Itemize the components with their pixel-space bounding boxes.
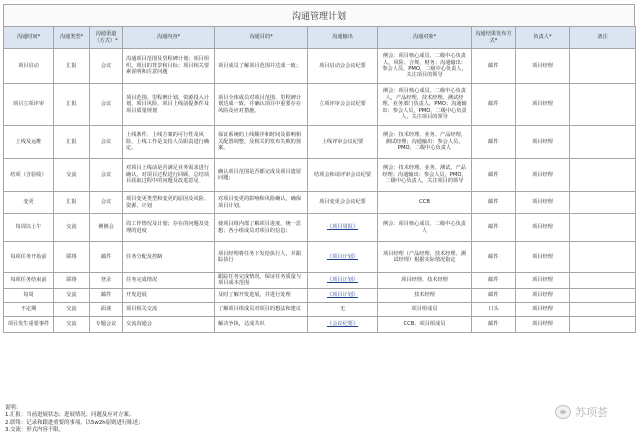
cell-time: 项目启动 <box>4 49 54 84</box>
cell-channel: 面谈 <box>90 302 123 316</box>
cell-target: CCB、项目组成员 <box>378 316 472 332</box>
cell-time: 每周以上午 <box>4 214 54 242</box>
cell-output-link[interactable]: 《项目计划》 <box>308 242 378 273</box>
cell-publish: 邮件 <box>472 192 516 214</box>
cell-content: 任务完成情况 <box>123 273 215 289</box>
cell-content: 周工作情况及计划；存在的问题及处理的进度 <box>123 214 215 242</box>
cell-output: 结项会和请评审会议纪要 <box>308 159 378 192</box>
col-header-time: 沟通时间* <box>4 27 54 49</box>
cell-note <box>570 288 636 302</box>
cell-output-link[interactable]: 《会议纪要》 <box>308 316 378 332</box>
cell-target: 项目经理、技术经理 <box>378 273 472 289</box>
table-row <box>4 242 636 273</box>
cell-output-link[interactable]: 《项目计划》 <box>308 273 378 289</box>
cell-content: 任务分配及控制 <box>123 242 215 273</box>
cell-target: 例会：项目核心成员、二级中心负责人，产品经理，技术经理，测试经理，业务部门负责人，PMO；沟通输出：参会人员，PMO，二级中心负责人，关注项目的领导 <box>378 84 472 126</box>
cell-content: 开发进展 <box>123 288 215 302</box>
cell-content: 对项目上线前是否满足业务需求进行确认，对项目过程进行回顾，总结项目获取过程中的问题及改进意见 <box>123 159 215 192</box>
col-header-channel: 沟通渠道（方式）* <box>90 27 123 49</box>
cell-channel: 会议 <box>90 84 123 126</box>
cell-type: 联络 <box>54 273 90 289</box>
communication-plan-sheet <box>3 4 635 333</box>
cell-type: 联络 <box>54 242 90 273</box>
cell-note <box>570 273 636 289</box>
cell-type: 交流 <box>54 316 90 332</box>
cell-type: 交流 <box>54 288 90 302</box>
cell-owner: 项目经理 <box>516 242 570 273</box>
cell-time: 每项任务开始前 <box>4 242 54 273</box>
watermark <box>555 404 608 420</box>
notes-heading: 说明： <box>5 405 22 411</box>
cell-note <box>570 159 636 192</box>
cell-type: 交流 <box>54 159 90 192</box>
notes-line: 1.汇报：当前进展状态；进展情况；问题及应对方案； <box>5 412 135 419</box>
cell-note <box>570 242 636 273</box>
cell-owner: 项目经理 <box>516 273 570 289</box>
cell-publish: 邮件 <box>472 273 516 289</box>
col-header-purpose: 沟通目的* <box>215 27 308 49</box>
cell-publish: 邮件 <box>472 288 516 302</box>
cell-purpose: 项目全体成员对项目范围、里程碑计划达成一致，并确认项目中重要存在风险及应对措施。 <box>215 84 308 126</box>
cell-type: 汇报 <box>54 84 90 126</box>
cell-channel: 邮件 <box>90 242 123 273</box>
cell-owner: 项目经理 <box>516 126 570 159</box>
cell-channel: 会议 <box>90 49 123 84</box>
cell-target: 项目经理（产品经理、技术经理、测试经理）根据实际情况指定 <box>378 242 472 273</box>
table-row <box>4 302 636 316</box>
cell-output: 立项评审会会议纪要 <box>308 84 378 126</box>
cell-channel: 专题会议 <box>90 316 123 332</box>
cell-channel: 登录 <box>90 273 123 289</box>
wechat-logo-icon <box>555 405 571 419</box>
cell-owner: 项目经理 <box>516 84 570 126</box>
cell-publish: 邮件 <box>472 159 516 192</box>
cell-purpose: 保证系统的上线顺序和时间及影响相关配置调整，及相关的发布失败的预案。 <box>215 126 308 159</box>
cell-channel: 会议 <box>90 159 123 192</box>
cell-purpose: 项目经理将任务下发给执行人，并跟踪执行 <box>215 242 308 273</box>
cell-channel: 例例会 <box>90 214 123 242</box>
col-header-owner: 负责人* <box>516 27 570 49</box>
plan-table <box>3 26 636 333</box>
cell-output-link[interactable]: 《项目计划》 <box>308 288 378 302</box>
cell-content: 上线条件、上线方案的可行性及风险，上线工作是支持人员职责进行确定。 <box>123 126 215 159</box>
table-row <box>4 214 636 242</box>
cell-note <box>570 316 636 332</box>
cell-owner: 项目经理 <box>516 302 570 316</box>
cell-output: 项目启动会会议纪要 <box>308 49 378 84</box>
cell-purpose: 了解项目组成员对项目的想法和建议 <box>215 302 308 316</box>
table-row <box>4 84 636 126</box>
cell-target: 例会：项目核心成员、二级中心负责人，风险、合规、财务；沟通输出：参会人员，PMO，二级中心负责人，关注项目的领导 <box>378 49 472 84</box>
cell-owner: 项目经理 <box>516 49 570 84</box>
cell-time: 项目发生重要事件 <box>4 316 54 332</box>
cell-time: 项目立项评审 <box>4 84 54 126</box>
cell-purpose: 及时了解开发进展，并进行处理 <box>215 288 308 302</box>
cell-publish: 邮件 <box>472 214 516 242</box>
cell-owner: 项目经理 <box>516 288 570 302</box>
table-row <box>4 159 636 192</box>
cell-output-link[interactable]: 《项目周报》 <box>308 214 378 242</box>
cell-note <box>570 214 636 242</box>
cell-channel: 会议 <box>90 192 123 214</box>
cell-time: 上线及运维 <box>4 126 54 159</box>
table-row <box>4 49 636 84</box>
col-header-type: 沟通类型* <box>54 27 90 49</box>
cell-time: 不定期 <box>4 302 54 316</box>
cell-target: 项目组成员 <box>378 302 472 316</box>
cell-target: 技术经理 <box>378 288 472 302</box>
cell-output: 上线评审会议纪要 <box>308 126 378 159</box>
cell-output: 无 <box>308 302 378 316</box>
cell-purpose: 项目成员了解项目范围并达成一致； <box>215 49 308 84</box>
cell-content: 交流沟通会 <box>123 316 215 332</box>
col-header-output: 沟通输出 <box>308 27 378 49</box>
cell-purpose: 对项目变更的影响和风险确认，确保项目计划。 <box>215 192 308 214</box>
cell-target: 例会：项目核心成员、二级中心负责人 <box>378 214 472 242</box>
cell-target: 例会：技术经理、业务、产品经理，测试经理；沟通输出：参会人员，PMO，二级中心负责人 <box>378 126 472 159</box>
cell-output: 项目变更会会议纪要 <box>308 192 378 214</box>
cell-note <box>570 49 636 84</box>
col-header-content: 沟通内容* <box>123 27 215 49</box>
cell-time: 结项（含验收） <box>4 159 54 192</box>
col-header-note: 备注 <box>570 27 636 49</box>
cell-owner: 项目经理 <box>516 159 570 192</box>
cell-owner: 项目经理 <box>516 192 570 214</box>
cell-purpose: 使项目组内部了解项目进度，统一思想；各小组成员对项目的信息； <box>215 214 308 242</box>
cell-type: 汇报 <box>54 126 90 159</box>
table-row <box>4 126 636 159</box>
cell-content: 项目变更类型和变更的原因及风险、资源、计划 <box>123 192 215 214</box>
cell-publish: 邮件 <box>472 126 516 159</box>
notes-line: 3.交流：形式内容不限。 <box>5 427 65 434</box>
cell-note <box>570 302 636 316</box>
cell-note <box>570 84 636 126</box>
cell-note <box>570 126 636 159</box>
cell-content: 沟通项目范围及里程碑计划；项目组织，项目的背景和目标；项目相关要素说明和注意问题 <box>123 49 215 84</box>
notes-block <box>5 405 143 435</box>
cell-type: 汇报 <box>54 192 90 214</box>
cell-publish: 口头 <box>472 302 516 316</box>
cell-type: 交流 <box>54 302 90 316</box>
notes-line: 2.联络：记录和跟进重要的事项，以5w2h原则进行陈述； <box>5 419 144 426</box>
cell-content: 项目相关交流 <box>123 302 215 316</box>
table-row <box>4 288 636 302</box>
sheet-title: 沟通管理计划 <box>3 4 635 26</box>
cell-owner: 项目经理 <box>516 316 570 332</box>
cell-owner: 项目经理 <box>516 214 570 242</box>
table-row <box>4 273 636 289</box>
cell-type: 交流 <box>54 214 90 242</box>
cell-target: 例会：技术经理、业务、测试、产品经理；沟通输出：参会人员，PMO，二级中心负责人，关注项目的领导 <box>378 159 472 192</box>
cell-purpose: 跟踪任务完成情况，保证任务质量与项目成本范围 <box>215 273 308 289</box>
cell-type: 汇报 <box>54 49 90 84</box>
cell-note <box>570 192 636 214</box>
cell-time: 每周 <box>4 288 54 302</box>
cell-purpose: 确认项目范围是否都完成及项目遗留问题； <box>215 159 308 192</box>
cell-publish: 邮件 <box>472 49 516 84</box>
cell-target: CCB <box>378 192 472 214</box>
table-row <box>4 316 636 332</box>
cell-purpose: 解决争执，达成共识 <box>215 316 308 332</box>
col-header-publish: 沟通结果发布方式* <box>472 27 516 49</box>
watermark-text: 苏项荟 <box>575 406 608 419</box>
cell-publish: 邮件 <box>472 242 516 273</box>
cell-publish: 邮件 <box>472 84 516 126</box>
cell-time: 每项任务结束前 <box>4 273 54 289</box>
cell-channel: 会议 <box>90 126 123 159</box>
cell-content: 项目范围、里程碑计划、资源投入计划、项目风险、项目上线前提条件及项目质量规划 <box>123 84 215 126</box>
col-header-target: 沟通对象* <box>378 27 472 49</box>
cell-channel: 邮件 <box>90 288 123 302</box>
table-row <box>4 192 636 214</box>
cell-publish: 邮件 <box>472 316 516 332</box>
cell-time: 变更 <box>4 192 54 214</box>
header-row <box>4 27 636 49</box>
